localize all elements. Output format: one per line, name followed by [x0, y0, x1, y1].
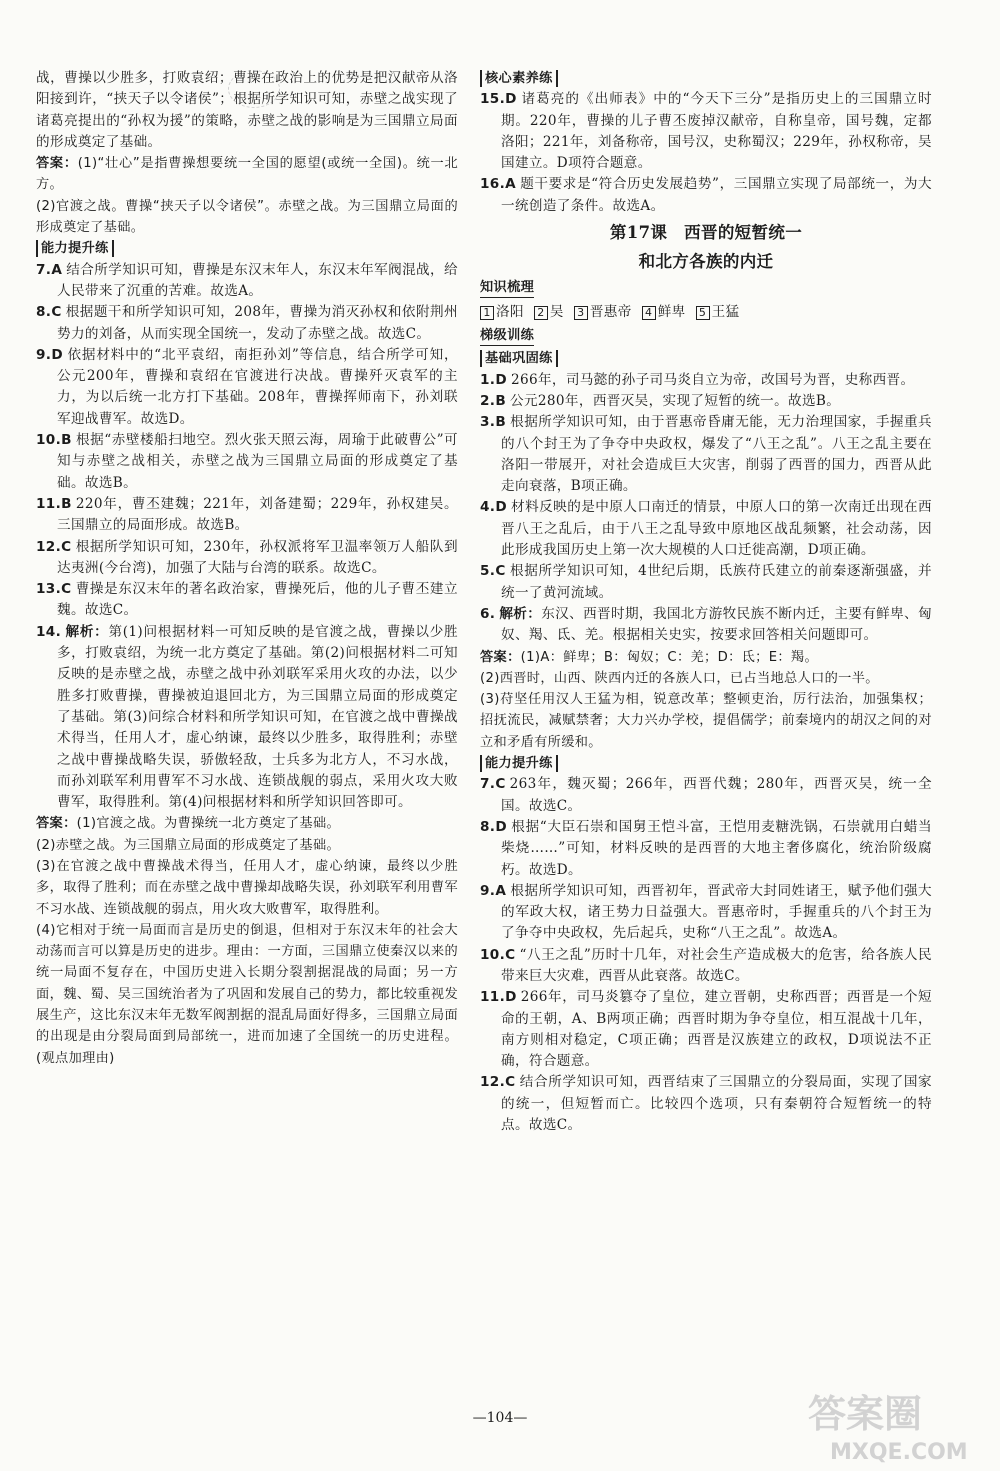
question-number: 10.B	[36, 432, 72, 449]
question-item	[36, 302, 458, 345]
question-item	[480, 497, 932, 561]
question-text: 材料反映的是中原人口南迁的情景，中原人口的第一次南迁出现在西晋八王之乱后，由于八王之乱导致中原地区战乱频繁，社会动荡，因此形成我国历史上第一次大规模的人口迁徙高潮，D项正确。	[501, 499, 932, 559]
question-number: 7.A	[36, 261, 63, 278]
question-number: 16.A	[480, 176, 517, 193]
lesson-title-1: 第17课 西晋的短暂统一	[609, 223, 803, 243]
question-number: 5.C	[480, 563, 506, 580]
question-item	[36, 260, 458, 303]
blank-item	[642, 302, 686, 323]
question-item	[36, 430, 458, 494]
answer-block	[36, 153, 458, 196]
blank-number: 4	[642, 306, 656, 320]
watermark-top-text: 答案圈	[808, 1392, 923, 1436]
question-number: 12.C	[36, 538, 72, 555]
question-item	[480, 561, 932, 604]
question-text: 266年，司马炎篡夺了皇位，建立晋朝，史称西晋；西晋是一个短命的王朝，A、B两项正确；西晋时期为争夺皇位，相互混战十几年，南方则相对稳定，C项正确；西晋是汉族建立的政权，D项说法不正确，符合题意。	[501, 989, 932, 1070]
question-number: 8.D	[480, 818, 507, 835]
watermark-bottom-text: MXQE.COM	[830, 1440, 968, 1465]
q14-answer-1: (1)官渡之战。为曹操统一北方奠定了基础。	[76, 816, 341, 832]
q6-answer-3: (3)苻坚任用汉人王猛为相，锐意改革；整顿吏治，厉行法治，加强集权；招抚流民，减赋禁奢；大力兴办学校，提倡儒学；前秦境内的胡汉之间的对立和矛盾有所缓和。	[480, 692, 932, 750]
question-item	[480, 174, 932, 217]
question-text: 公元280年，西晋灭吴，实现了短暂的统一。故选B。	[510, 392, 841, 409]
intro-paragraph: 战，曹操以少胜多，打败袁绍；曹操在政治上的优势是把汉献帝从洛阳接到许，“挟天子以令诸侯”；根据所学知识可知，赤壁之战实现了诸葛亮提出的“孙权为援”的策略，赤壁之战的影响是为三国鼎立局面的形成奠定了基础。	[36, 70, 458, 150]
section-basic: 基础巩固练	[480, 350, 558, 367]
analysis-text: 东汉、西晋时期，我国北方游牧民族不断内迁，主要有鲜卑、匈奴、羯、氐、羌。根据相关史实，按要求回答相关问题即可。	[501, 605, 932, 644]
question-text: 诸葛亮的《出师表》中的“今天下三分”是指历史上的三国鼎立时期。220年，曹操的儿子曹丕废掉汉献帝，自称皇帝，国号魏，定都洛阳；221年，刘备称帝，国号汉，史称蜀汉；229年，孙权称帝，吴国建立。D项符合题意。	[501, 91, 932, 172]
question-number: 14.	[36, 623, 62, 640]
question-item	[36, 494, 458, 537]
blank-item	[696, 302, 740, 323]
question-number: 11.D	[480, 989, 517, 1006]
blank-item	[574, 302, 632, 323]
question-6	[480, 604, 932, 647]
question-item	[36, 579, 458, 622]
question-number: 1.D	[480, 371, 507, 388]
analysis-label: 解析：	[499, 605, 542, 622]
question-number: 6.	[480, 605, 496, 622]
section-ability-right: 能力提升练	[480, 755, 558, 772]
question-text: 263年，魏灭蜀；266年，西晋代魏；280年，西晋灭吴，统一全国。故选C。	[501, 776, 932, 814]
answer-label: 答案：	[480, 649, 521, 665]
blank-number: 3	[574, 306, 588, 320]
question-text: 结合所学知识可知，西晋结束了三国鼎立的分裂局面，实现了国家的统一，但短暂而亡。比较四个选项，只有秦朝符合短暂统一的特点。故选C。	[501, 1074, 932, 1134]
answer-label: 答案：	[36, 816, 77, 832]
question-text: 根据题干和所学知识可知，208年，曹操为消灭孙权和依附荆州势力的刘备，从而实现全国统一，发动了赤壁之战。故选C。	[57, 304, 458, 342]
question-text: 根据“大臣石崇和国舅王恺斗富，王恺用麦糖洗锅，石崇就用白蜡当柴烧……”可知，材料反映的是西晋的大地主奢侈腐化，统治阶级腐朽。故选D。	[501, 818, 932, 878]
answer-part-2: (2)官渡之战。曹操“挟天子以令诸侯”。赤壁之战。为三国鼎立局面的形成奠定了基础。	[36, 198, 458, 236]
blank-item	[534, 302, 564, 323]
watermark-logo	[800, 1383, 990, 1465]
analysis-label: 解析：	[65, 623, 109, 640]
question-text: 根据所学知识可知，230年，孙权派将军卫温率领万人船队到达夷洲(今台湾)，加强了大陆与台湾的联系。故选C。	[57, 538, 458, 576]
question-item	[480, 89, 932, 174]
answer-label: 答案：	[36, 156, 78, 172]
lesson-title-2: 和北方各族的内迁	[638, 252, 774, 272]
analysis-text: 第(1)问根据材料一可知反映的是官渡之战，曹操以少胜多，打败袁绍，为统一北方奠定了基础。第(2)问根据材料二可知反映的是赤壁之战，赤壁之战中孙刘联军采用火攻的办法，以少胜多打败曹操，曹操被迫退回北方，为三国鼎立局面的形成奠定了基础。第(3)问综合材料和所学知识可知，在官渡之战中曹操战术得当，任用人才，虚心纳谏，最终以少胜多，取得胜利；赤壁之战中曹操战略失误，骄傲轻敌，士兵多为北方人，不习水战，而孙刘联军利用曹军不习水战、连锁战舰的弱点，采用火攻大败曹军，取得胜利。第(4)问根据材料和所学知识回答即可。	[57, 623, 458, 811]
blank-text: 鲜卑	[657, 304, 686, 321]
answer-part-1: (1)“壮心”是指曹操想要统一全国的愿望(或统一全国)。统一北方。	[36, 156, 458, 193]
question-text: 题干要求是“符合历史发展趋势”，三国鼎立实现了局部统一，为大一统创造了条件。故选A。	[501, 176, 932, 214]
question-item	[480, 881, 932, 945]
question-number: 11.B	[36, 495, 72, 512]
question-item	[36, 345, 458, 430]
blank-number: 5	[696, 306, 710, 320]
question-number: 15.D	[480, 91, 517, 108]
question-item	[480, 987, 932, 1072]
question-text: 依据材料中的“北平袁绍，南拒孙刘”等信息，结合所学可知，公元200年，曹操和袁绍在官渡进行决战。曹操歼灭袁军的主力，为以后统一北方打下基础。208年，曹操挥师南下，孙刘联军迎战曹军。故选D。	[57, 346, 458, 427]
question-text: 266年，司马懿的孙子司马炎自立为帝，改国号为晋，史称西晋。	[510, 371, 915, 388]
knowledge-label: 知识梳理	[480, 279, 534, 298]
fill-blanks	[480, 302, 932, 323]
section-ability-left: 能力提升练	[36, 240, 114, 257]
blank-text: 晋惠帝	[589, 304, 632, 321]
question-text: “八王之乱”历时十几年，对社会生产造成极大的危害，给各族人民带来巨大灾难，西晋从此衰落。故选C。	[501, 946, 932, 984]
q6-answer-2: (2)西晋时，山西、陕西内迁的各族人口，已占当地总人口的一半。	[480, 670, 879, 686]
q14-answer-2: (2)赤壁之战。为三国鼎立局面的形成奠定了基础。	[36, 837, 341, 853]
question-text: 曹操是东汉末年的著名政治家，曹操死后，他的儿子曹丕建立魏。故选C。	[57, 581, 458, 619]
question-text: 根据“赤壁楼船扫地空。烈火张天照云海，周瑜于此破曹公”可知与赤壁之战相关，赤壁之战为三国鼎立局面的形成奠定了基础。故选B。	[57, 432, 458, 491]
q6-answer	[480, 647, 932, 668]
blank-item	[480, 302, 524, 323]
question-item	[36, 537, 458, 580]
question-item	[480, 817, 932, 881]
question-number: 9.D	[36, 346, 63, 363]
question-number: 10.C	[480, 946, 516, 963]
q14-answer-4: (4)它相对于统一局面而言是历史的倒退，但相对于东汉末年的社会大动荡而言可以算是历史的进步。理由：一方面，三国鼎立使秦汉以来的统一局面不复存在，中国历史进入长期分裂割据混战的局面；另一方面，魏、蜀、吴三国统治者为了巩固和发展自己的势力，都比较重视发展生产，这比东汉末年无数军阀割据的混乱局面好得多，三国鼎立局面的出现是由分裂局面到局部统一，进而加速了全国统一的历史进程。(观点加理由)	[36, 922, 458, 1066]
question-number: 7.C	[480, 776, 506, 793]
question-number: 2.B	[480, 392, 507, 409]
question-number: 3.B	[480, 414, 507, 431]
question-text: 结合所学知识可知，曹操是东汉末年人，东汉末年军阀混战，给人民带来了沉重的苦难。故选A。	[57, 261, 458, 299]
q14-answer	[36, 813, 458, 834]
question-number: 4.D	[480, 499, 507, 516]
question-number: 9.A	[480, 882, 507, 899]
section-core: 核心素养练	[480, 70, 558, 87]
page-number: —104—	[472, 1410, 528, 1426]
blank-text: 吴	[549, 304, 564, 321]
q14-answer-3: (3)在官渡之战中曹操战术得当，任用人才，虚心纳谏，最终以少胜多，取得了胜利；而在赤壁之战中曹操却战略失误，孙刘联军利用曹军不习水战、连锁战舰的弱点，用火攻大败曹军，取得胜利。	[36, 858, 458, 917]
question-item	[480, 945, 932, 988]
q6-answer-1: (1)A：鲜卑；B：匈奴；C：羌；D：氐；E：羯。	[520, 649, 819, 665]
question-number: 8.C	[36, 304, 62, 321]
left-column	[36, 68, 458, 1069]
ladder-label: 梯级训练	[480, 327, 534, 346]
blank-number: 1	[480, 306, 494, 320]
question-item	[480, 1072, 932, 1136]
question-item	[480, 391, 932, 412]
question-item	[480, 370, 932, 391]
question-text: 根据所学知识可知，4世纪后期，氐族苻氏建立的前秦逐渐强盛，并统一了黄河流域。	[501, 563, 932, 601]
question-text: 根据所学知识可知，西晋初年，晋武帝大封同姓诸王，赋予他们强大的军政大权，诸王势力日益强大。晋惠帝时，手握重兵的八个封王为了争夺中央政权，先后起兵，史称“八王之乱”。故选A。	[501, 882, 932, 942]
blank-text: 洛阳	[496, 304, 524, 321]
question-14	[36, 622, 458, 814]
blank-number: 2	[534, 306, 548, 320]
question-number: 13.C	[36, 581, 72, 598]
question-text: 根据所学知识可知，由于晋惠帝昏庸无能，无力治理国家，手握重兵的八个封王为了争夺中央政权，爆发了“八王之乱”。八王之乱主要在洛阳一带展开，对社会造成巨大灾害，削弱了西晋的国力，西晋从此走向衰落，B项正确。	[501, 414, 932, 495]
question-item	[480, 412, 932, 497]
question-number: 12.C	[480, 1074, 516, 1091]
right-column	[480, 68, 932, 1136]
blank-text: 王猛	[711, 304, 740, 321]
question-item	[480, 774, 932, 817]
question-text: 220年，曹丕建魏；221年，刘备建蜀；229年，孙权建吴。三国鼎立的局面形成。故选B。	[57, 495, 458, 534]
